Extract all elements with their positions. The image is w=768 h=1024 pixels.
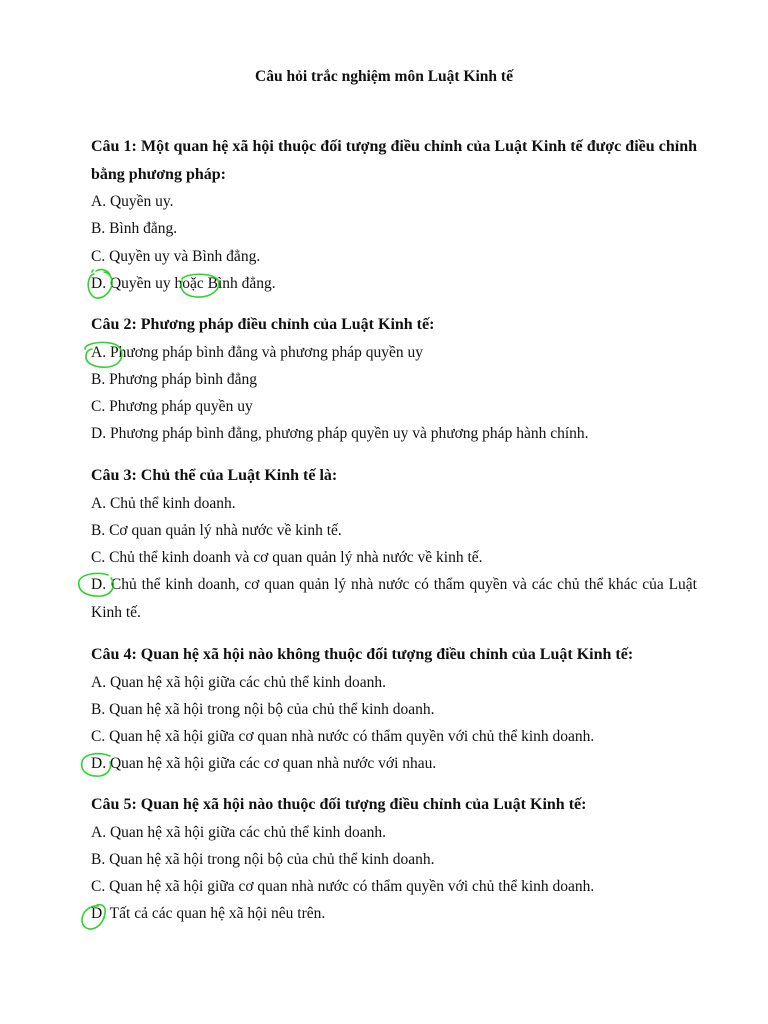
document-title: Câu hỏi trắc nghiệm môn Luật Kinh tế bbox=[255, 68, 513, 85]
question-2-option-a: A. Phương pháp bình đẳng và phương pháp quyền uy bbox=[91, 343, 423, 361]
question-4-option-b: B. Quan hệ xã hội trong nội bộ của chủ thể kinh doanh. bbox=[91, 700, 435, 718]
question-4-option-c: C. Quan hệ xã hội giữa cơ quan nhà nước có thẩm quyền với chủ thể kinh doanh. bbox=[91, 728, 595, 746]
question-block-3 bbox=[91, 462, 697, 626]
question-1-text: Câu 1: Một quan hệ xã hội thuộc đối tượng điều chỉnh của Luật Kinh tế được điều chỉnh bằng phương pháp: bbox=[91, 138, 697, 183]
question-5-option-a: A. Quan hệ xã hội giữa các chủ thể kinh doanh. bbox=[91, 823, 387, 841]
question-block-4 bbox=[91, 641, 697, 778]
question-block-2 bbox=[91, 311, 697, 448]
question-block-1 bbox=[91, 133, 697, 297]
question-3-option-b: B. Cơ quan quản lý nhà nước về kinh tế. bbox=[91, 521, 342, 539]
question-3-option-d: D. Chủ thể kinh doanh, cơ quan quản lý nhà nước có thẩm quyền và các chủ thể khác của Luật Kinh tế. bbox=[91, 576, 697, 621]
question-2-option-c: C. Phương pháp quyền uy bbox=[91, 398, 253, 416]
question-4-option-d: D. Quan hệ xã hội giữa các cơ quan nhà nước với nhau. bbox=[91, 755, 437, 773]
question-4-text: Câu 4: Quan hệ xã hội nào không thuộc đối tượng điều chỉnh của Luật Kinh tế: bbox=[91, 646, 634, 663]
question-3-text: Câu 3: Chủ thể của Luật Kinh tế là: bbox=[91, 467, 338, 484]
question-3-option-a: A. Chủ thể kinh doanh. bbox=[91, 494, 236, 512]
question-5-text: Câu 5: Quan hệ xã hội nào thuộc đối tượng điều chỉnh của Luật Kinh tế: bbox=[91, 796, 587, 813]
question-2-option-d: D. Phương pháp bình đẳng, phương pháp quyền uy và phương pháp hành chính. bbox=[91, 425, 589, 443]
question-5-option-c: C. Quan hệ xã hội giữa cơ quan nhà nước có thẩm quyền với chủ thể kinh doanh. bbox=[91, 878, 595, 896]
question-1-option-d: D. Quyền uy hoặc Bình đẳng. bbox=[91, 274, 276, 292]
question-5-option-d: D. Tất cả các quan hệ xã hội nêu trên. bbox=[91, 905, 326, 923]
question-5-option-b: B. Quan hệ xã hội trong nội bộ của chủ thể kinh doanh. bbox=[91, 850, 435, 868]
question-2-option-b: B. Phương pháp bình đẳng bbox=[91, 370, 257, 388]
question-2-text: Câu 2: Phương pháp điều chỉnh của Luật Kinh tế: bbox=[91, 316, 435, 333]
question-1-option-b: B. Bình đẳng. bbox=[91, 220, 178, 238]
question-1-option-a: A. Quyền uy. bbox=[91, 193, 174, 210]
question-block-5 bbox=[91, 791, 697, 928]
question-4-option-a: A. Quan hệ xã hội giữa các chủ thể kinh doanh. bbox=[91, 673, 387, 691]
question-3-option-c: C. Chủ thể kinh doanh và cơ quan quản lý nhà nước về kinh tế. bbox=[91, 549, 483, 567]
question-1-option-c: C. Quyền uy và Bình đẳng. bbox=[91, 247, 261, 265]
